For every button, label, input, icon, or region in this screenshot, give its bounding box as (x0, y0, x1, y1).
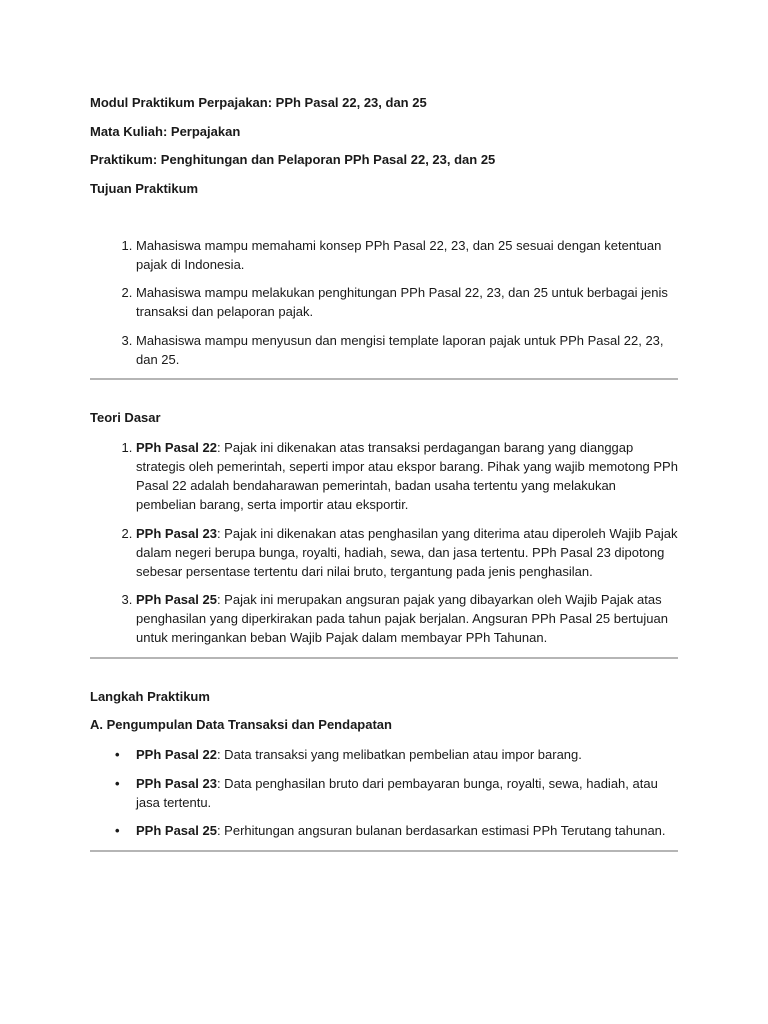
objective-item: 2. Mahasiswa mampu melakukan penghitungan PPh Pasal 22, 23, dan 25 untuk berbagai jenis transaksi dan pelaporan pajak. (136, 283, 678, 321)
section-divider (90, 378, 678, 380)
bullet-icon: • (115, 823, 120, 838)
theory-text: : Pajak ini dikenakan atas penghasilan yang diterima atau diperoleh Wajib Pajak dalam negeri berupa bunga, royalti, hadiah, sewa, dan jasa tertentu. PPh Pasal 23 dipotong sebesar persentase tertentu dari nilai bruto, tergantung pada jenis penghasilan. (136, 525, 678, 579)
section-divider (90, 850, 678, 852)
step-a-term: PPh Pasal 25 (136, 823, 217, 838)
theory-term: PPh Pasal 25 (136, 592, 217, 607)
theory-item (136, 590, 678, 647)
step-a-item (115, 745, 678, 764)
theory-term: PPh Pasal 23 (136, 525, 217, 541)
theory-text: : Pajak ini dikenakan atas transaksi perdagangan barang yang dianggap strategis oleh pemerintah, seperti impor atau ekspor barang. Pihak yang wajib memotong PPh Pasal 22 adalah bendaharawan pemerintah, badan usaha tertentu yang melakukan pembelian barang, serta importir atau eksportir. (136, 440, 678, 512)
steps-heading: Langkah Praktikum (90, 688, 210, 704)
theory-text: : Pajak ini merupakan angsuran pajak yang dibayarkan oleh Wajib Pajak atas penghasilan yang diperkirakan pada tahun pajak berjalan. Angsuran PPh Pasal 25 bertujuan untuk meringankan beban Wajib Pajak dalam membayar PPh Tahunan. (136, 592, 668, 645)
step-a-list (90, 745, 678, 840)
step-a-term: PPh Pasal 23 (136, 775, 217, 791)
step-a-heading: A. Pengumpulan Data Transaksi dan Pendapatan (90, 717, 392, 732)
theory-heading: Teori Dasar (90, 410, 161, 425)
theory-item (136, 524, 678, 581)
step-a-item (115, 821, 678, 840)
bullet-icon: • (115, 775, 120, 791)
theory-item (136, 438, 678, 514)
step-a-text: : Perhitungan angsuran bulanan berdasarkan estimasi PPh Terutang tahunan. (216, 823, 666, 838)
practicum-label: Praktikum: Penghitungan dan Pelaporan PPh Pasal 22, 23, dan 25 (90, 152, 496, 167)
objectives-list (90, 236, 678, 369)
theory-list (90, 438, 678, 647)
step-a-item (115, 774, 678, 812)
bullet-icon: • (115, 747, 120, 762)
objective-item: 1. Mahasiswa mampu memahami konsep PPh Pasal 22, 23, dan 25 sesuai dengan ketentuan pajak di Indonesia. (136, 236, 678, 274)
step-a-text: : Data penghasilan bruto dari pembayaran bunga, royalti, sewa, hadiah, atau jasa tertentu. (136, 775, 658, 810)
document-title: Modul Praktikum Perpajakan: PPh Pasal 22, 23, dan 25 (90, 95, 427, 110)
section-divider (90, 657, 678, 659)
objective-item: 3. Mahasiswa mampu menyusun dan mengisi template laporan pajak untuk PPh Pasal 22, 23, dan 25. (136, 331, 678, 369)
course-label: Mata Kuliah: Perpajakan (90, 123, 241, 139)
step-a-term: PPh Pasal 22 (136, 747, 217, 762)
theory-term: PPh Pasal 22 (136, 440, 217, 455)
step-a-text: : Data transaksi yang melibatkan pembelian atau impor barang. (216, 747, 582, 762)
objectives-heading: Tujuan Praktikum (90, 180, 199, 196)
